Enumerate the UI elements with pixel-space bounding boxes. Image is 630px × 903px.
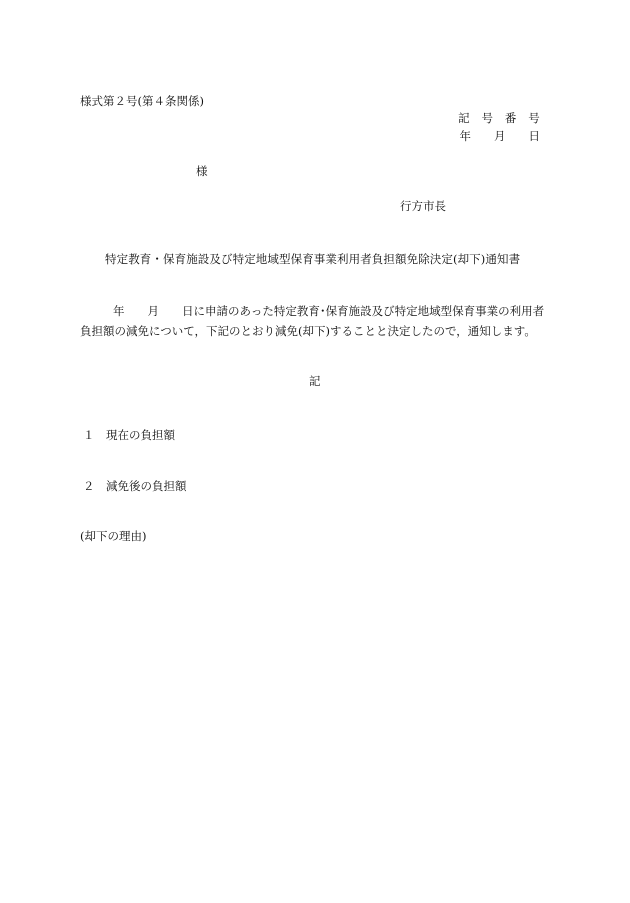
item-current-burden: １ 現在の負担額 bbox=[83, 428, 175, 442]
reference-number: 記 号 番 号 bbox=[458, 111, 540, 125]
recipient-honorific: 様 bbox=[196, 164, 208, 178]
form-label: 様式第２号(第４条関係) bbox=[80, 94, 204, 108]
item-reduced-burden: ２ 減免後の負担額 bbox=[83, 479, 187, 493]
body-text-line-1: 年 月 日に申請のあった特定教育･保育施設及び特定地域型保育事業の利用者 bbox=[113, 304, 545, 318]
document-title: 特定教育・保育施設及び特定地域型保育事業利用者負担額免除決定(却下)通知書 bbox=[105, 252, 521, 266]
issue-date: 年 月 日 bbox=[459, 129, 540, 143]
rejection-reason-label: (却下の理由) bbox=[80, 529, 147, 543]
issuer-name: 行方市長 bbox=[400, 199, 446, 213]
ki-heading: 記 bbox=[309, 374, 321, 388]
body-text-line-2: 負担額の減免について，下記のとおり減免(却下)することと決定したので，通知します。 bbox=[80, 324, 536, 338]
